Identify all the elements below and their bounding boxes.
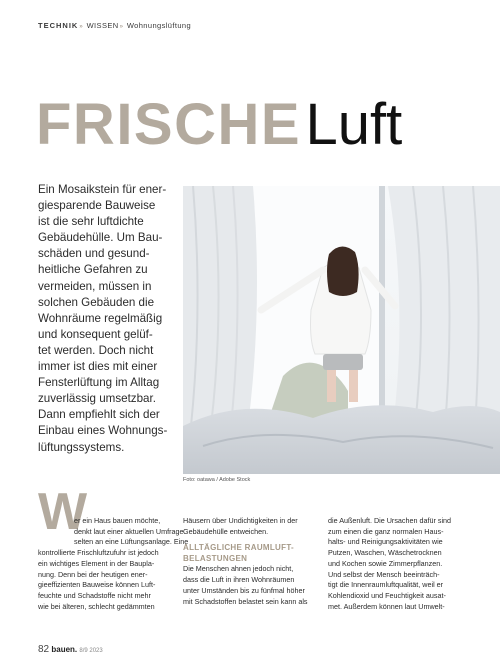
body-line: Die Menschen ahnen jedoch nicht, <box>183 564 294 574</box>
kicker-separator-2: » <box>119 24 124 30</box>
intro-line: tet werden. Doch nicht <box>38 343 154 357</box>
body-line: denkt laut einer aktuellen Umfrage <box>74 526 184 536</box>
body-line: unter Umständen bis zu fünfmal höher <box>183 585 305 595</box>
body-line: zum einen die ganz normalen Haus- <box>328 526 444 536</box>
page-footer <box>38 644 103 655</box>
article-headline <box>36 92 403 157</box>
intro-line: Einbau eines Wohnungs- <box>38 424 168 438</box>
intro-line: ist die sehr luftdichte <box>38 215 144 229</box>
kicker-topic: Wohnungslüftung <box>126 21 192 30</box>
body-line: gieeffizienten Bauweise können Luft- <box>38 580 156 590</box>
photo-credit: Foto: oatawa / Adobe Stock <box>183 477 251 483</box>
body-line: Putzen, Waschen, Wäschetrocknen <box>328 548 442 558</box>
intro-line: lüftungssystems. <box>38 440 125 454</box>
intro-line: immer ist dies mit einer <box>38 360 158 374</box>
body-line: selten an eine Lüftungsanlage. Eine <box>74 537 189 547</box>
body-line: Kohlendioxid und Feuchtigkeit ausat- <box>328 590 446 600</box>
body-column-1 <box>38 516 189 612</box>
body-column-2 <box>183 516 323 607</box>
subheading <box>183 542 323 564</box>
intro-line: solchen Gebäuden die <box>38 295 155 309</box>
body-line: er ein Haus bauen möchte, <box>74 516 161 525</box>
intro-line: zuverlässig umsetzbar. <box>38 392 156 406</box>
kicker-wissen: WISSEN <box>86 21 119 30</box>
body-line: Häusern über Undichtigkeiten in der <box>183 516 298 525</box>
intro-line: heitliche Gefahren zu <box>38 263 148 277</box>
drop-cap: W <box>38 483 88 541</box>
intro-line: Wohnräume regelmäßig <box>38 311 163 325</box>
woman-at-window-illustration <box>183 186 500 474</box>
section-kicker <box>38 21 191 30</box>
body-line: wie bei älteren, schlecht gedämmten <box>38 601 155 611</box>
body-line: nung. Denn bei der heutigen ener- <box>38 569 148 579</box>
intro-line: Fensterlüftung im Alltag <box>38 376 160 390</box>
body-line: Gebäudehülle entweichen. <box>183 526 269 536</box>
body-line: dass die Luft in ihren Wohnräumen <box>183 575 295 585</box>
issue-label: 8/9 2023 <box>79 648 103 654</box>
body-line: mit Schadstoffen belastet sein kann als <box>183 596 308 606</box>
body-line: und Kochen sowie Zimmerpflanzen. <box>328 558 443 568</box>
intro-line: giesparende Bauweise <box>38 199 156 213</box>
body-line: met. Außerdem können laut Umwelt- <box>328 601 445 611</box>
intro-line: Ein Mosaikstein für ener- <box>38 183 167 196</box>
intro-paragraph <box>38 182 178 456</box>
intro-line: und konsequent gelüf- <box>38 327 153 341</box>
body-line: die Außenluft. Die Ursachen dafür sind <box>328 516 452 525</box>
intro-line: Gebäudehülle. Um Bau- <box>38 231 163 245</box>
magazine-brand: bauen. <box>51 645 78 654</box>
body-column-3 <box>328 516 468 612</box>
subheading-line: BELASTUNGEN <box>183 554 248 564</box>
intro-line: vermeiden, müssen in <box>38 279 152 293</box>
intro-line: schäden und gesund- <box>38 247 150 261</box>
body-line: feuchte und Schadstoffe nicht mehr <box>38 590 151 600</box>
kicker-separator: » <box>79 24 84 30</box>
page-number: 82 <box>38 644 50 655</box>
article-photo <box>183 186 500 474</box>
body-line: ein wichtiges Element in der Baupla- <box>38 558 155 568</box>
headline-accent: FRISCHE <box>36 92 302 157</box>
body-line: kontrollierte Frischluftzufuhr ist jedoch <box>38 548 159 558</box>
body-line: tigt die Innenraumluftqualität, weil er <box>328 580 444 590</box>
subheading-line: ALLTÄGLICHE RAUMLUFT- <box>183 543 295 553</box>
headline-rest: Luft <box>305 92 403 157</box>
body-line: halts- und Reinigungsaktivitäten wie <box>328 537 443 547</box>
intro-line: Dann empfiehlt sich der <box>38 408 160 422</box>
kicker-technik: TECHNIK <box>38 21 79 30</box>
body-line: Und selbst der Mensch beeinträch- <box>328 569 440 579</box>
